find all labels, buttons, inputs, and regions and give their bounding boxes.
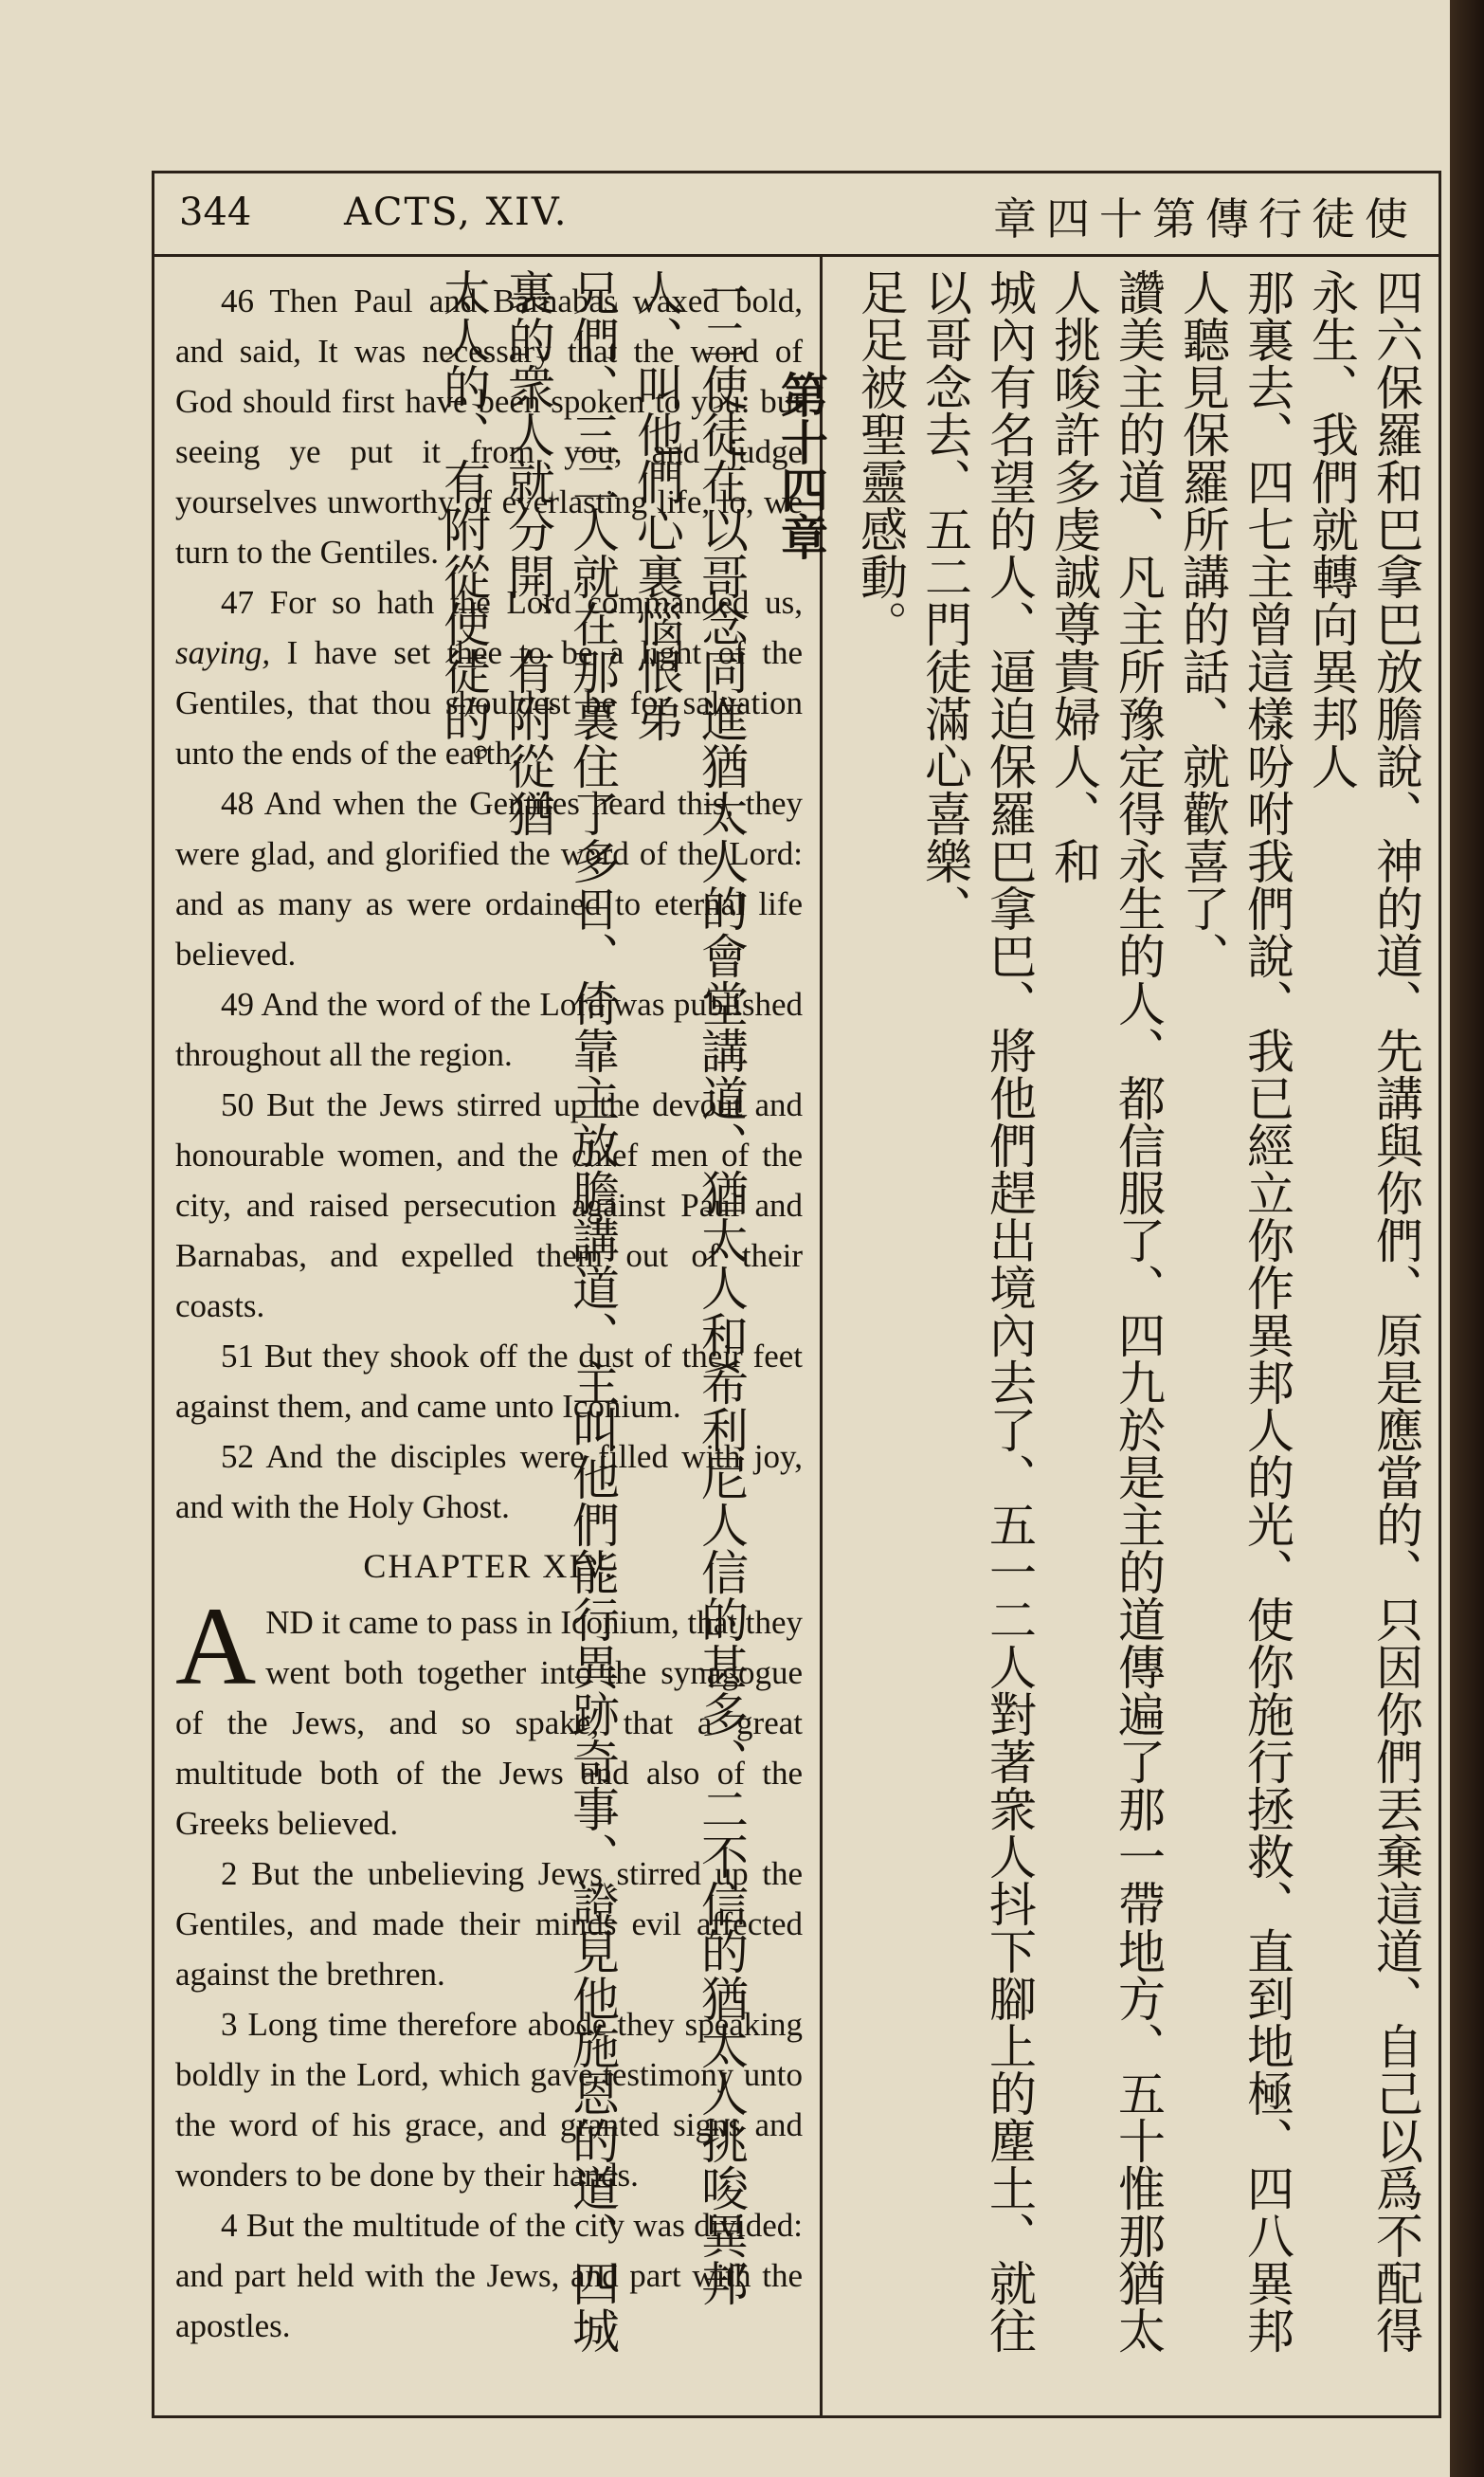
verse-14-3: 3 Long time therefore abode they speaking boldly in the Lord, which gave testimony unto the word of his grace, and granted signs and wonders to be done by their hands. bbox=[175, 2006, 803, 2194]
chinese-line-2: 那裏去、四七主曾這樣吩咐我們說、我已經立你作異邦人的光、使你施行拯救、直到地極、四八異邦人聽見保羅所講的話、就歡喜了、 bbox=[1175, 268, 1294, 2354]
page-number: 344 bbox=[179, 191, 252, 234]
running-title: ACTS, XIV. bbox=[344, 191, 569, 234]
verse-13-48: 48 And when the Gentiles heard this, they were glad, and glorified the word of the Lord: and as many as were ordained to eternal life believed. bbox=[175, 785, 803, 973]
verse-13-46: 46 Then Paul and Barnabas waxed bold, and said, It was necessary that the word of God should first have been spoken to you: but seeing ye put it from you, and judge yourselves unworthy of everlasting life, lo, we turn to the Gentiles. bbox=[175, 282, 803, 571]
chinese-line-8: 太人的、有附從使徒的。 bbox=[436, 268, 491, 790]
verse-13-47-start: 47 For so hath the Lord commanded us, bbox=[221, 584, 803, 621]
verse-13-50: 50 But the Jews stirred up the devout and honourable women, and the chief men of the city, and raised persecution against Paul and Barnabas, and expelled them out of their coasts. bbox=[175, 1086, 803, 1324]
chinese-chapter-heading: 第十四章 bbox=[773, 371, 828, 560]
chinese-line-6: 一二使徒在以哥念同進猶太人的會堂講道、猶太人和希利尼人信的甚多、二不信的猶太人挑唆異邦人、叫他們心裏惱恨弟 bbox=[629, 268, 749, 2306]
verse-13-49: 49 And the word of the Lord was published throughout all the region. bbox=[175, 986, 803, 1073]
verse-14-1-text: ND it came to pass in Iconium, that they went both together into the synagogue of the Jews, and so spake, that a great multitude both of the Jews and also of the Greeks believed. bbox=[175, 1604, 803, 1842]
book-edge bbox=[1450, 0, 1484, 2477]
verse-13-47-end: I have set thee to be a light of the Gentiles, that thou shouldest be for salvation unto the ends of the earth. bbox=[175, 634, 804, 772]
chinese-line-3: 讚美主的道、凡主所豫定得永生的人、都信服了、四九於是主的道傳遍了那一帶地方、五十惟那猶太人挑唆許多虔誠尊貴婦人、和 bbox=[1046, 268, 1166, 2354]
verse-13-52: 52 And the disciples were filled with joy, and with the Holy Ghost. bbox=[175, 1438, 803, 1525]
page-frame bbox=[152, 171, 1441, 2418]
verse-14-4: 4 But the multitude of the city was divided: and part held with the Jews, and part with the apostles. bbox=[175, 2207, 803, 2344]
chinese-line-7: 兄們、三二人就在那裏住了多日、倚靠主放膽講道、主叫他們能行異跡奇事、證見他施恩的道、四城裏的衆人就分開、有附從猶 bbox=[500, 268, 620, 2354]
chapter-heading: CHAPTER XIV. bbox=[363, 1547, 615, 1585]
drop-cap: A bbox=[175, 1584, 257, 1708]
running-header bbox=[154, 173, 1439, 257]
verse-13-47-italic: saying, bbox=[175, 634, 271, 671]
chinese-line-1: 四六保羅和巴拿巴放膽說、神的道、先講與你們、原是應當的、只因你們丟棄這道、自己以爲不配得永生、我們就轉向異邦人 bbox=[1304, 268, 1423, 2354]
chinese-running-title: 章四十第傳行徒使 bbox=[993, 193, 1418, 245]
verse-14-2: 2 But the unbelieving Jews stirred up the Gentiles, and made their minds evil affected against the brethren. bbox=[175, 1855, 803, 1993]
verse-13-51: 51 But they shook off the dust of their feet against them, and came unto Iconium. bbox=[175, 1338, 803, 1425]
chinese-line-4: 城內有名望的人、逼迫保羅巴拿巴、將他們趕出境內去了、五一二人對著衆人抖下腳上的塵土、就往以哥念去、五二門徒滿心喜樂、 bbox=[917, 268, 1037, 2354]
chinese-line-5: 足足被聖靈感動。 bbox=[853, 268, 908, 647]
